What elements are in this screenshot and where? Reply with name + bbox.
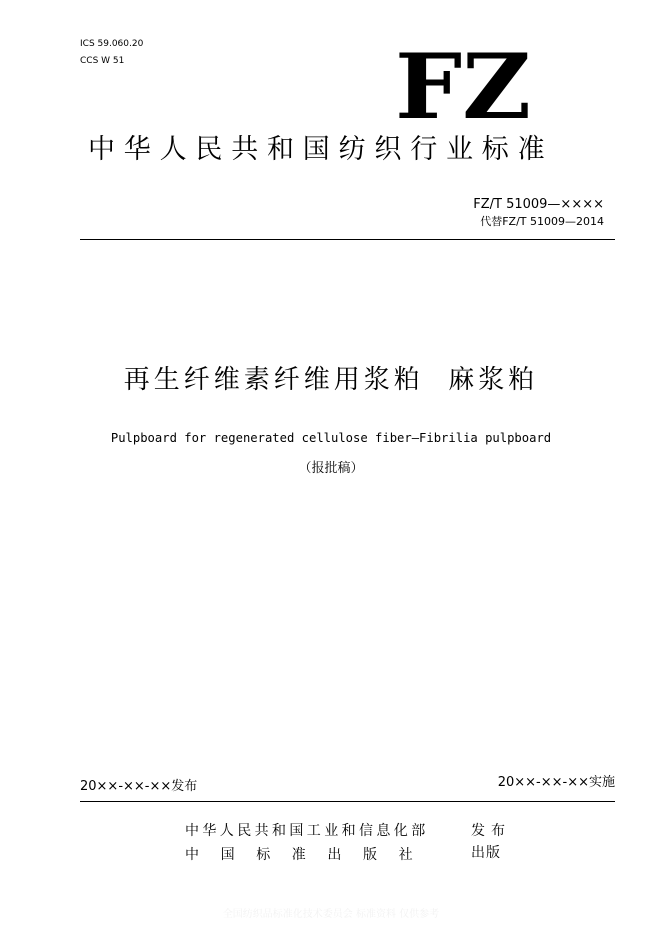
publishing-house: 中国标准出版社 (185, 847, 435, 863)
draft-stage-label: （报批稿） (298, 461, 364, 476)
standard-title-english: Pulpboard for regenerated cellulose fiber—Fibrilia pulpboard (110, 431, 552, 445)
fz-logo: FZ (395, 34, 532, 140)
footer-watermark: 全国纺织品标准化技术委员会 标准资料 仅供参考 (222, 909, 440, 920)
standard-organization-title: 中华人民共和国纺织行业标准 (88, 134, 554, 165)
issuing-authority: 中华人民共和国工业和信息化部 (185, 823, 429, 839)
standard-title-chinese: 再生纤维素纤维用浆粕 麻浆粕 (123, 365, 539, 395)
standard-number: FZ/T 51009—×××× (473, 197, 604, 212)
footer-divider (80, 801, 615, 802)
ccs-code: CCS W 51 (80, 56, 125, 66)
publish-action-label: 出版 (471, 845, 501, 861)
ics-code: ICS 59.060.20 (80, 39, 144, 49)
issue-action-label: 发布 (471, 823, 511, 839)
header-divider (80, 239, 615, 240)
publish-date: 20××-××-××发布 (80, 779, 198, 794)
replaced-standard-number: 代替FZ/T 51009—2014 (480, 215, 604, 228)
implementation-date: 20××-××-××实施 (497, 775, 615, 790)
